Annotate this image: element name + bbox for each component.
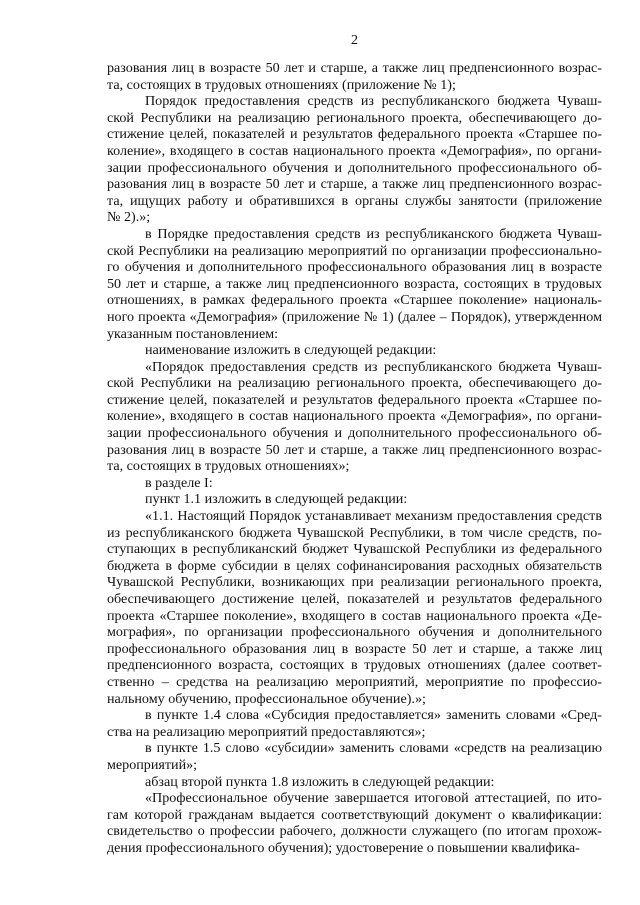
paragraph — [107, 508, 602, 707]
text-line: абзац второй пункта 1.8 изложить в следующей редакции: — [145, 773, 495, 790]
text-line: го обучения и дополнительного профессионального образования лиц в возрасте — [107, 259, 602, 276]
paragraph — [107, 475, 602, 492]
text-line: ственно – средства на реализацию мероприятий, мероприятие по профессио- — [107, 673, 602, 690]
text-line: ской Республики на реализацию регионального проекта, обеспечивающего до- — [107, 375, 602, 392]
text-line: наименование изложить в следующей редакции: — [145, 342, 437, 359]
text-line: пункт 1.1 изложить в следующей редакции: — [145, 491, 408, 508]
text-line: зации профессионального обучения и дополнительного профессионального об- — [107, 425, 602, 442]
text-line: обеспечивающего достижение целей, показателей и результатов федерального — [107, 591, 602, 607]
paragraph — [107, 359, 602, 475]
paragraph — [107, 93, 602, 226]
text-line: ской Республики на реализацию регионального проекта, обеспечивающего до- — [107, 109, 602, 126]
paragraph — [107, 740, 602, 773]
document-body — [107, 60, 602, 857]
text-line: разования лиц в возрасте 50 лет и старше, а также лиц предпенсионного возрас- — [107, 60, 602, 76]
text-line: стижение целей, показателей и результатов федерального проекта «Старшее по- — [107, 391, 602, 408]
paragraph — [107, 790, 602, 856]
text-line: в разделе I: — [145, 474, 213, 491]
text-line: разования лиц в возрасте 50 лет и старше, а также лиц предпенсионного возрас- — [107, 441, 602, 458]
text-line: бюджета в форме субсидии в целях софинансирования расходных обязательств — [107, 557, 602, 574]
paragraph — [107, 491, 602, 508]
paragraph — [107, 342, 602, 359]
text-line: в Порядке предоставления средств из республиканского бюджета Чуваш- — [145, 225, 602, 242]
text-line: 50 лет и старше, а также лиц предпенсионного возраста, состоящих в трудовых — [107, 275, 602, 292]
text-line: свидетельство о профессии рабочего, должности служащего (по итогам прохож- — [107, 823, 602, 840]
text-line: профессионального образования лиц в возрасте 50 лет и старше, а также лиц — [107, 640, 602, 657]
text-line: та, состоящих в трудовых отношениях (приложение № 1); — [107, 76, 456, 93]
text-line: ской Республики на реализацию мероприятий по организации профессионально- — [107, 242, 602, 259]
text-line: № 2).»; — [107, 209, 151, 226]
text-line: «1.1. Настоящий Порядок устанавливает механизм предоставления средств — [145, 508, 602, 525]
text-line: в пункте 1.5 слово «субсидии» заменить словами «средств на реализацию — [145, 740, 602, 757]
text-line: Чувашской Республики, возникающих при реализации регионального проекта, — [107, 574, 602, 591]
text-line: проекта «Старшее поколение», входящего в состав национального проекта «Де- — [107, 607, 602, 624]
paragraph — [107, 774, 602, 791]
text-line: предпенсионного возраста, состоящих в трудовых отношениях (далее соответ- — [107, 657, 602, 674]
text-line: коление», входящего в состав национального проекта «Демография», по органи- — [107, 408, 602, 425]
text-line: отношениях, в рамках федерального проекта «Старшее поколение» националь- — [107, 292, 602, 309]
text-line: стижение целей, показателей и результатов федерального проекта «Старшее по- — [107, 126, 602, 143]
text-line: мография», по организации профессионального обучения и дополнительного — [107, 624, 602, 641]
text-line: коление», входящего в состав национального проекта «Демография», по органи- — [107, 142, 602, 159]
text-line: указанным постановлением: — [107, 325, 279, 342]
paragraph — [107, 226, 602, 342]
text-line: «Порядок предоставления средств из республиканского бюджета Чуваш- — [145, 358, 602, 375]
text-line: из республиканского бюджета Чувашской Республики, в том числе средств, по- — [107, 524, 602, 541]
paragraph — [107, 707, 602, 740]
text-line: та, ищущих работу и обратившихся в органы службы занятости (приложение — [107, 192, 602, 209]
text-line: та, состоящих в трудовых отношениях»; — [107, 458, 350, 475]
text-line: зации профессионального обучения и дополнительного профессионального об- — [107, 159, 602, 176]
text-line: ного проекта «Демография» (приложение № 1) (далее – Порядок), утвержденном — [107, 308, 602, 325]
text-line: в пункте 1.4 слова «Субсидия предоставляется» заменить словами «Сред- — [145, 707, 602, 724]
text-line: «Профессиональное обучение завершается итоговой аттестацией, по ито- — [145, 790, 602, 807]
text-line: нальному обучению, профессиональное обучение).»; — [107, 690, 426, 707]
text-line: Порядок предоставления средств из республиканского бюджета Чуваш- — [145, 93, 602, 110]
page-number: 2 — [350, 32, 359, 48]
text-line: дения профессионального обучения); удостоверение о повышении квалифика- — [107, 839, 580, 856]
text-line: гам которой гражданам выдается соответствующий документ о квалификации: — [107, 806, 602, 823]
paragraph — [107, 60, 602, 93]
text-line: мероприятий»; — [107, 756, 198, 773]
text-line: разования лиц в возрасте 50 лет и старше, а также лиц предпенсионного возрас- — [107, 176, 602, 193]
text-line: ступающих в республиканский бюджет Чувашской Республики из федерального — [107, 541, 602, 558]
text-line: ства на реализацию мероприятий предоставляются»; — [107, 723, 426, 740]
